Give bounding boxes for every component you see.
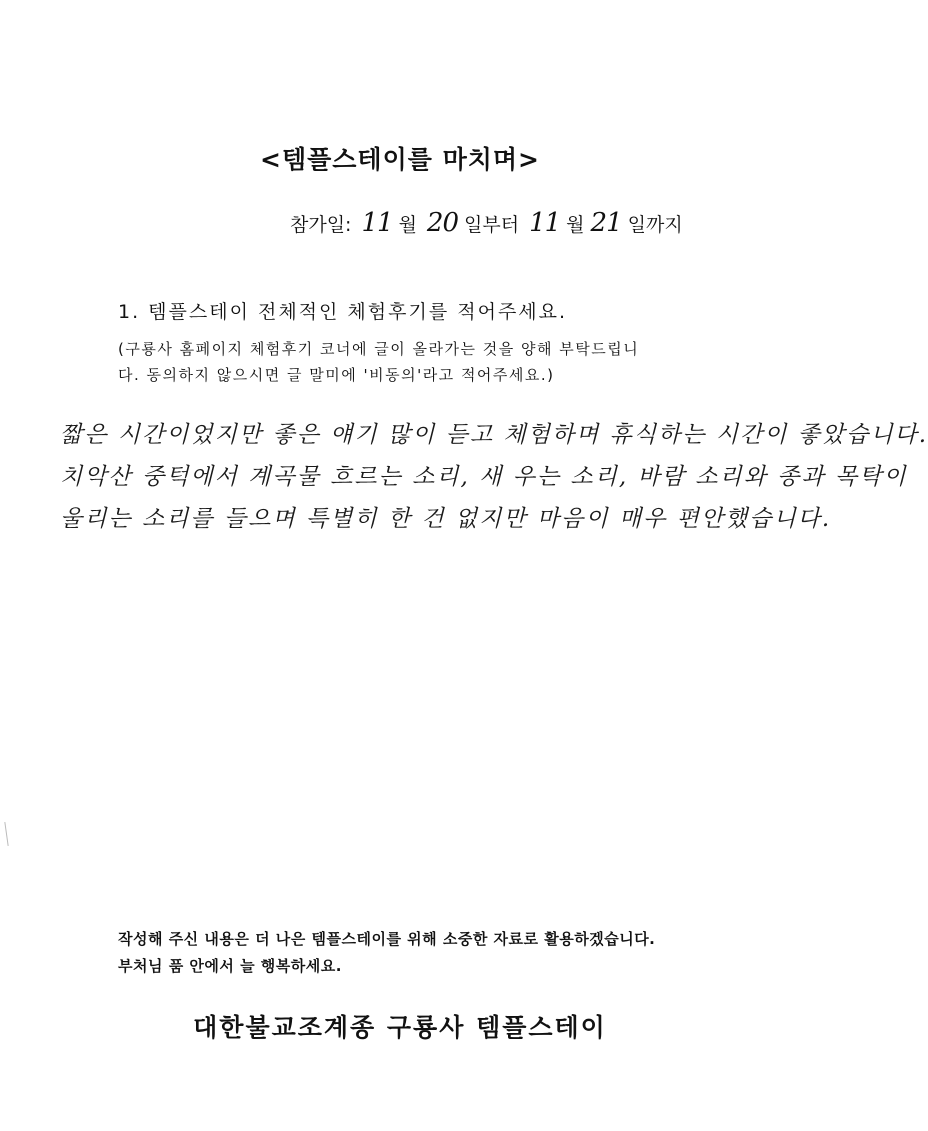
month-unit: 월 [398,214,417,236]
footer-thanks: 작성해 주신 내용은 더 나은 템플스테이를 위해 소중한 자료로 활용하겠습니다. [118,930,656,948]
organization-name: 대한불교조계종 구룡사 템플스테이 [193,1013,607,1042]
start-day-handwritten: 20 [426,208,459,238]
question-note-line: 다. 동의하지 않으시면 글 말미에 '비동의'라고 적어주세요.) [118,366,555,384]
scan-artifact-mark [4,822,8,846]
day-unit-from: 일부터 [464,214,520,236]
participation-dates [290,208,683,238]
handwritten-answer-line: 치악산 중턱에서 계곡물 흐르는 소리, 새 우는 소리, 바람 소리와 종과 목탁이 [60,464,908,490]
question-heading: 1. 템플스테이 전체적인 체험후기를 적어주세요. [118,301,568,323]
end-month-handwritten: 11 [529,208,561,238]
day-unit-to: 일까지 [627,214,683,236]
handwritten-answer-line: 울리는 소리를 들으며 특별히 한 건 없지만 마음이 매우 편안했습니다. [60,506,832,532]
page-title: <템플스테이를 마치며> [260,145,540,174]
footer-blessing: 부처님 품 안에서 늘 행복하세요. [118,957,342,975]
handwritten-answer-line: 짧은 시간이었지만 좋은 얘기 많이 듣고 체험하며 휴식하는 시간이 좋았습니다. [60,422,928,448]
question-note-line: (구룡사 홈페이지 체험후기 코너에 글이 올라가는 것을 양해 부탁드립니 [118,340,640,358]
start-month-handwritten: 11 [361,208,393,238]
end-day-handwritten: 21 [590,208,622,238]
participation-label: 참가일: [290,214,352,236]
month-unit: 월 [566,214,585,236]
